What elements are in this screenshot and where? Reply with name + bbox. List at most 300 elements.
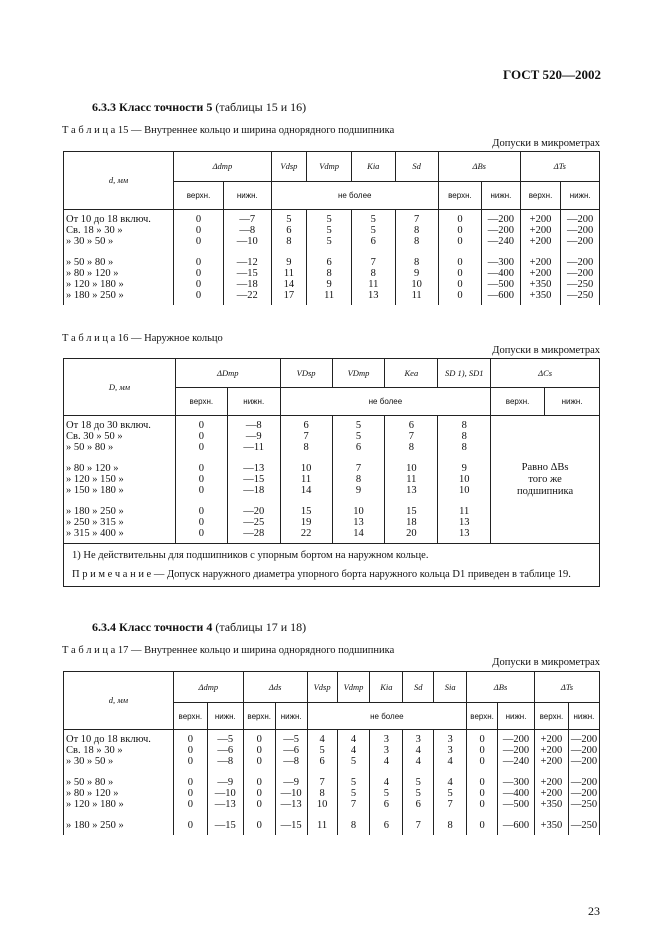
cell-value: 5 <box>370 214 376 225</box>
cell-value: 13 <box>406 485 417 496</box>
cell-value: 8 <box>447 820 453 831</box>
sub-upper: верхн. <box>467 703 498 730</box>
cell-value: 10 <box>458 474 470 485</box>
sub-upper: верхн. <box>491 388 545 416</box>
sub-nomore: не более <box>307 703 466 730</box>
value-column <box>352 210 395 306</box>
cell-value: 8 <box>414 225 420 236</box>
cell-value: —200 <box>502 734 530 745</box>
col-dmp: ΔDmp <box>217 367 239 378</box>
cell-value: 0 <box>479 734 485 745</box>
col-dbs: ΔBs <box>493 681 508 692</box>
cell-value: 7 <box>408 431 414 442</box>
table-15-caption: Т а б л и ц а 15 — Внутреннее кольцо и ширина однорядного подшипника <box>62 125 395 136</box>
cell-value: —8 <box>239 225 256 236</box>
col-kia: Kia <box>380 681 393 692</box>
col-vdmp: Vdmp <box>319 161 340 171</box>
cell-value: —13 <box>280 799 302 810</box>
value-column <box>568 730 599 836</box>
cell-value: 8 <box>286 236 292 247</box>
cell-value: —6 <box>283 745 300 756</box>
cell-value: 4 <box>383 777 390 788</box>
size-range: » 80 » 120 » <box>66 788 119 799</box>
cell-value: 0 <box>256 756 262 767</box>
cell-value: 0 <box>198 431 204 442</box>
col-dmp: Δdmp <box>198 681 219 692</box>
cell-value: —240 <box>502 756 530 767</box>
cell-value: —240 <box>487 236 515 247</box>
cell-value: 8 <box>319 788 325 799</box>
cell-value: 9 <box>414 268 420 279</box>
cell-value: —18 <box>243 485 265 496</box>
cell-value: 4 <box>415 745 421 756</box>
value-column <box>561 210 600 306</box>
col-dcs: ΔCs <box>538 367 553 378</box>
cell-value: 9 <box>461 463 467 474</box>
value-column <box>395 210 438 306</box>
cell-value: —200 <box>567 268 594 279</box>
cell-value: —200 <box>570 756 598 767</box>
col-D: D, мм <box>64 359 176 416</box>
size-range-column <box>64 416 176 544</box>
cell-value: 0 <box>187 799 193 810</box>
cell-value: 0 <box>198 474 204 485</box>
value-column <box>174 210 224 306</box>
cell-value: 0 <box>198 463 204 474</box>
cell-value: 6 <box>319 756 325 767</box>
cell-value: —11 <box>243 442 265 453</box>
cell-value: 4 <box>350 734 357 745</box>
cell-value: 4 <box>319 734 325 745</box>
col-sd: Sd <box>414 681 423 692</box>
size-range: » 50 » 80 » <box>66 442 114 453</box>
cell-value: 0 <box>187 788 193 799</box>
cell-value: —250 <box>570 820 598 831</box>
cell-value: 0 <box>479 777 485 788</box>
cell-value: 11 <box>406 474 417 485</box>
sub-lower: нижн. <box>545 388 600 416</box>
cell-value: —25 <box>243 517 265 528</box>
cell-value: —600 <box>502 820 530 831</box>
cell-value: 0 <box>195 257 202 268</box>
cell-value: 10 <box>353 506 364 517</box>
cell-value: 11 <box>301 474 312 485</box>
size-range-column <box>64 730 174 836</box>
col-vdsp: Vdsp <box>280 161 298 171</box>
cell-value: —7 <box>239 214 256 225</box>
value-column <box>307 730 337 836</box>
cell-value: 5 <box>350 756 357 767</box>
cell-value: 22 <box>300 528 312 539</box>
cell-value: 0 <box>457 279 463 290</box>
cell-value: 7 <box>447 799 453 810</box>
cell-value: 14 <box>300 485 312 496</box>
value-column <box>438 210 481 306</box>
cell-value: —9 <box>283 777 300 788</box>
cell-value: —15 <box>214 820 236 831</box>
cell-value: 3 <box>447 734 453 745</box>
cell-value: 3 <box>447 745 453 756</box>
equal-note-line: подшипника <box>517 485 574 497</box>
cell-value: —18 <box>236 279 258 290</box>
cell-value: 9 <box>286 257 292 268</box>
cell-value: 11 <box>317 820 328 831</box>
cell-value: 0 <box>195 214 202 225</box>
cell-value: 13 <box>368 290 379 301</box>
value-column <box>385 416 438 544</box>
cell-value: 0 <box>256 788 262 799</box>
table-15 <box>63 151 600 305</box>
cell-value: —12 <box>236 257 258 268</box>
cell-value: 5 <box>350 777 357 788</box>
cell-value: 0 <box>195 268 202 279</box>
cell-value: —200 <box>570 745 598 756</box>
cell-value: 8 <box>461 431 467 442</box>
cell-value: —20 <box>243 506 265 517</box>
table-15-body <box>64 210 600 306</box>
cell-value: 4 <box>383 756 390 767</box>
cell-value: 0 <box>198 485 204 496</box>
cell-value: 8 <box>303 442 309 453</box>
cell-value: 15 <box>300 506 312 517</box>
cell-value: 7 <box>414 214 420 225</box>
section-heading-6-3-3: 6.3.3 Класс точности 5 (таблицы 15 и 16) <box>92 100 307 114</box>
cell-value: 0 <box>195 290 202 301</box>
cell-value: +200 <box>540 745 563 756</box>
cell-value: +200 <box>529 257 552 268</box>
table-17-body <box>64 730 600 836</box>
cell-value: +200 <box>540 734 563 745</box>
cell-value: 7 <box>319 777 325 788</box>
cell-value: —500 <box>487 279 515 290</box>
cell-value: —200 <box>567 214 594 225</box>
cell-value: —250 <box>567 279 594 290</box>
value-column <box>207 730 243 836</box>
cell-value: 13 <box>458 517 470 528</box>
cell-value: —10 <box>280 788 302 799</box>
cell-value: —9 <box>217 777 234 788</box>
sub-nomore: не более <box>280 388 490 416</box>
sub-upper: верхн. <box>534 703 568 730</box>
cell-value: 0 <box>457 268 463 279</box>
cell-value: 6 <box>326 257 332 268</box>
cell-value: —200 <box>570 777 598 788</box>
cell-value: 8 <box>414 236 420 247</box>
cell-value: 11 <box>368 279 379 290</box>
col-kia: Kia <box>367 161 380 171</box>
cell-value: 8 <box>370 268 376 279</box>
size-range: » 50 » 80 » <box>66 257 114 268</box>
cell-value: 20 <box>406 528 417 539</box>
cell-value: 10 <box>300 463 312 474</box>
cell-value: 0 <box>198 420 204 431</box>
value-column <box>243 730 275 836</box>
value-column <box>467 730 498 836</box>
sub-lower: нижн. <box>223 182 271 210</box>
cell-value: 10 <box>316 799 328 810</box>
size-range: Св. 18 » 30 » <box>66 225 123 236</box>
cell-value: 5 <box>326 236 332 247</box>
table-17-units: Допуски в микрометрах <box>492 657 600 668</box>
cell-value: —200 <box>567 225 594 236</box>
value-column <box>275 730 307 836</box>
col-dts: ΔTs <box>560 681 574 692</box>
col-sd: Sd <box>412 161 421 171</box>
cell-value: 11 <box>459 506 470 517</box>
cell-value: 9 <box>326 279 332 290</box>
cell-value: —8 <box>245 420 262 431</box>
table-17-caption: Т а б л и ц а 17 — Внутреннее кольцо и ширина однорядного подшипника <box>62 645 395 656</box>
sub-upper: верхн. <box>438 182 481 210</box>
sub-lower: нижн. <box>498 703 535 730</box>
cell-value: 8 <box>461 420 467 431</box>
cell-value: 4 <box>447 777 453 788</box>
size-range: » 30 » 50 » <box>66 236 114 247</box>
cell-value: —250 <box>567 290 594 301</box>
table-16-note: П р и м е ч а н и е — Допуск наружного диаметра упорного борта наружного кольца D1 приведен в таблице 19. <box>64 565 600 587</box>
cell-value: 4 <box>415 756 421 767</box>
cell-value: 0 <box>187 777 193 788</box>
cell-value: 5 <box>370 225 376 236</box>
cell-value: —15 <box>243 474 265 485</box>
col-sd: SD 1), SD1 <box>444 367 484 378</box>
table-16-footnote: 1) Не действительны для подшипников с упорным бортом на наружном кольце. <box>64 544 600 566</box>
value-column <box>223 210 271 306</box>
cell-value: 8 <box>414 257 420 268</box>
table-15-units: Допуски в микрометрах <box>492 138 600 149</box>
size-range-column <box>64 210 174 306</box>
cell-value: —10 <box>214 788 236 799</box>
col-dts: ΔTs <box>553 161 566 171</box>
cell-value: —250 <box>570 799 598 810</box>
cell-value: 5 <box>326 214 332 225</box>
cell-value: 13 <box>458 528 470 539</box>
col-dmp: Δdmp <box>212 161 233 171</box>
col-vdmp: Vdmp <box>343 681 364 692</box>
table-16 <box>63 358 600 587</box>
cell-value: —13 <box>243 463 265 474</box>
cell-value: 5 <box>415 777 421 788</box>
sub-lower: нижн. <box>227 388 280 416</box>
cell-value: —200 <box>567 236 594 247</box>
cell-value: 3 <box>383 745 390 756</box>
table-17 <box>63 671 600 835</box>
cell-value: 8 <box>355 474 362 485</box>
value-column <box>227 416 280 544</box>
cell-value: +350 <box>540 799 563 810</box>
cell-value: 0 <box>479 756 485 767</box>
size-range: Св. 30 » 50 » <box>66 431 123 442</box>
sub-lower: нижн. <box>561 182 600 210</box>
size-range: » 80 » 120 » <box>66 268 119 279</box>
cell-value: 4 <box>350 745 357 756</box>
cell-value: 0 <box>195 225 202 236</box>
cell-value: —8 <box>217 756 234 767</box>
cell-value: —600 <box>487 290 515 301</box>
cell-value: 4 <box>447 756 453 767</box>
sub-upper: верхн. <box>520 182 561 210</box>
cell-value: 0 <box>256 820 262 831</box>
size-range: » 120 » 150 » <box>66 474 124 485</box>
cell-value: —400 <box>502 788 530 799</box>
sub-nomore: не более <box>271 182 438 210</box>
cell-value: —8 <box>283 756 300 767</box>
table-16-body <box>64 416 600 544</box>
value-column <box>434 730 467 836</box>
size-range: » 120 » 180 » <box>66 799 124 810</box>
cell-value: 13 <box>353 517 364 528</box>
size-range: » 180 » 250 » <box>66 290 124 301</box>
size-range: » 250 » 315 » <box>66 517 124 528</box>
cell-value: —5 <box>283 734 300 745</box>
cell-value: 19 <box>300 517 312 528</box>
cell-value: —13 <box>214 799 236 810</box>
size-range: » 80 » 120 » <box>66 463 119 474</box>
cell-value: 8 <box>461 442 467 453</box>
cell-value: 9 <box>355 485 362 496</box>
cell-value: 0 <box>256 777 262 788</box>
cell-value: 5 <box>415 788 421 799</box>
value-column <box>403 730 434 836</box>
cell-value: 6 <box>303 420 309 431</box>
size-range: » 120 » 180 » <box>66 279 124 290</box>
col-vdsp: Vdsp <box>313 681 331 692</box>
cell-value: 6 <box>383 799 390 810</box>
cell-value: 6 <box>370 236 376 247</box>
cell-value: —200 <box>502 745 530 756</box>
size-range: От 10 до 18 включ. <box>66 734 151 745</box>
size-range: » 30 » 50 » <box>66 756 114 767</box>
col-d: d, мм <box>64 152 174 210</box>
cell-value: 11 <box>283 268 294 279</box>
cell-value: —28 <box>243 528 265 539</box>
cell-value: 6 <box>408 420 414 431</box>
size-range: От 10 до 18 включ. <box>66 214 151 225</box>
cell-value: 5 <box>319 745 325 756</box>
value-column <box>271 210 306 306</box>
col-dbs: ΔBs <box>472 161 486 171</box>
cell-value: 7 <box>355 463 362 474</box>
sub-lower: нижн. <box>275 703 307 730</box>
sub-upper: верхн. <box>243 703 275 730</box>
col-ds: Δds <box>268 681 282 692</box>
cell-value: 5 <box>286 214 292 225</box>
cell-value: 6 <box>383 820 390 831</box>
cell-value: 5 <box>355 420 362 431</box>
cell-value: 0 <box>457 236 463 247</box>
cell-value: 8 <box>408 442 414 453</box>
size-range: » 315 » 400 » <box>66 528 124 539</box>
cell-value: —10 <box>236 236 258 247</box>
cell-value: —200 <box>567 257 594 268</box>
equal-note-line: того же <box>528 473 562 485</box>
cell-value: 0 <box>256 745 262 756</box>
cell-value: 5 <box>383 788 390 799</box>
cell-value: 8 <box>326 268 332 279</box>
cell-value: 10 <box>458 485 470 496</box>
cell-value: 0 <box>479 788 485 799</box>
cell-value: 0 <box>457 290 463 301</box>
cell-value: —5 <box>217 734 234 745</box>
col-vdsp: VDsp <box>296 367 316 378</box>
size-range: » 150 » 180 » <box>66 485 124 496</box>
cell-value: 0 <box>256 799 262 810</box>
cell-value: 5 <box>355 431 362 442</box>
table-16-caption: Т а б л и ц а 16 — Наружное кольцо <box>62 333 223 344</box>
cell-value: 0 <box>198 517 204 528</box>
cell-value: 17 <box>283 290 295 301</box>
value-column <box>438 416 491 544</box>
value-column <box>307 210 352 306</box>
value-column <box>173 730 207 836</box>
cell-value: —400 <box>487 268 515 279</box>
cell-value: 11 <box>324 290 335 301</box>
cell-value: 0 <box>198 506 204 517</box>
cell-value: +200 <box>540 788 563 799</box>
col-d: d, мм <box>64 672 174 730</box>
cell-value: 0 <box>187 820 193 831</box>
cell-value: 7 <box>370 257 376 268</box>
cell-value: 18 <box>406 517 417 528</box>
cell-value: 0 <box>187 745 193 756</box>
cell-value: 0 <box>198 442 204 453</box>
equal-note-line: Равно ΔBs <box>521 461 569 473</box>
sub-lower: нижн. <box>568 703 599 730</box>
cell-value: —200 <box>487 225 515 236</box>
cell-value: +200 <box>540 777 563 788</box>
cell-value: 5 <box>326 225 332 236</box>
col-sia: Sia <box>444 681 456 692</box>
cell-value: 14 <box>353 528 364 539</box>
cell-value: +350 <box>529 279 552 290</box>
cell-value: —22 <box>236 290 258 301</box>
cell-value: +350 <box>540 820 563 831</box>
cell-value: 11 <box>411 290 422 301</box>
cell-value: —200 <box>570 734 598 745</box>
size-range: » 50 » 80 » <box>66 777 114 788</box>
cell-value: —200 <box>570 788 598 799</box>
value-column <box>482 210 521 306</box>
cell-value: +200 <box>540 756 563 767</box>
sub-lower: нижн. <box>482 182 521 210</box>
value-column <box>520 210 561 306</box>
size-range: От 18 до 30 включ. <box>66 420 151 431</box>
cell-value: 3 <box>383 734 390 745</box>
size-range: » 180 » 250 » <box>66 506 124 517</box>
section-heading-6-3-4: 6.3.4 Класс точности 4 (таблицы 17 и 18) <box>92 620 307 634</box>
cell-value: +200 <box>529 268 552 279</box>
cell-value: —15 <box>280 820 302 831</box>
page-number: 23 <box>588 904 600 918</box>
cell-value: 0 <box>187 734 193 745</box>
cell-value: 0 <box>457 214 463 225</box>
sub-upper: верхн. <box>173 703 207 730</box>
cell-value: 0 <box>187 756 193 767</box>
cell-value: —15 <box>236 268 258 279</box>
table-16-units: Допуски в микрометрах <box>492 345 600 356</box>
cell-value: 0 <box>457 257 463 268</box>
value-column <box>534 730 568 836</box>
doc-code: ГОСТ 520—2002 <box>503 67 602 82</box>
cell-value: 0 <box>479 745 485 756</box>
cell-value: +200 <box>529 225 552 236</box>
value-column <box>498 730 535 836</box>
cell-value: —6 <box>217 745 234 756</box>
value-column <box>280 416 332 544</box>
equal-note <box>491 416 600 544</box>
cell-value: —9 <box>245 431 262 442</box>
cell-value: 5 <box>447 788 453 799</box>
